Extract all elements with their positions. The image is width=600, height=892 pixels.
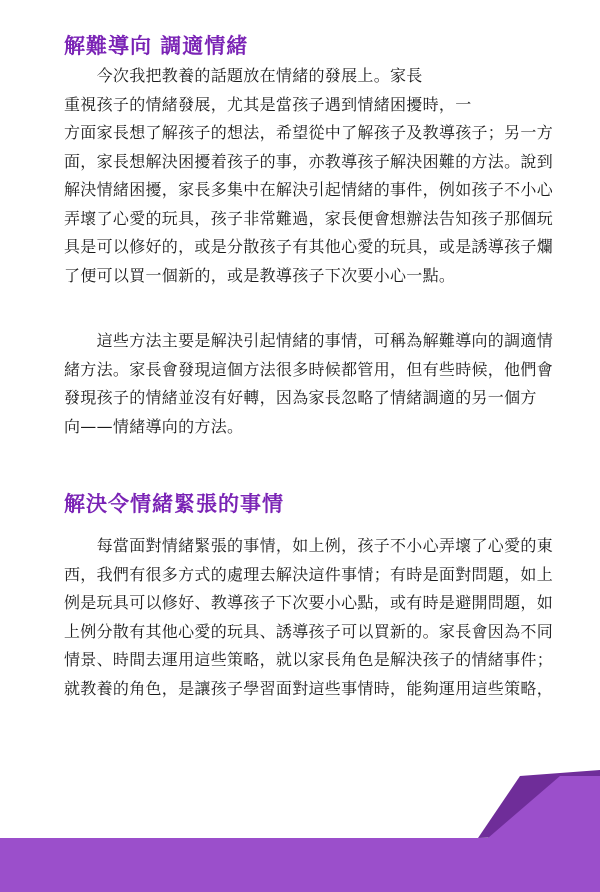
text-line: 這些方法主要是解決引起情緒的事情，可稱為解難導向的調適情 [64,331,554,350]
section-heading-1: 解難導向 調適情緒 [64,34,249,58]
text-line: 西，我們有很多方式的處理去解決這件事情；有時是面對問題，如上 [64,564,554,584]
text-line: 面，家長想解決困擾着孩子的事，亦教導孩子解決困難的方法。說到 [64,151,554,171]
text-line: 重視孩子的情緒發展，尤其是當孩子遇到情緒困擾時，一 [64,94,472,114]
text-line: 例是玩具可以修好、教導孩子下次要小心點，或有時是避開問題，如 [64,593,554,612]
text-line: 緒方法。家長會發現這個方法很多時候都管用，但有些時候，他們會 [64,359,554,379]
paragraph-2 [64,327,584,441]
text-line: 發現孩子的情緒並沒有好轉，因為家長忽略了情緒調適的另一個方 [64,388,537,407]
paragraph-3 [64,532,584,703]
text-line: 情景、時間去運用這些策略，就以家長角色是解決孩子的情緒事件； [64,650,554,669]
text-line: 每當面對情緒緊張的事情，如上例，孩子不小心弄壞了心愛的東 [64,536,554,555]
section-heading-2: 解決令情緒緊張的事情 [64,492,284,516]
paragraph-1 [64,62,584,290]
text-line: 今次我把教養的話題放在情緒的發展上。家長 [64,66,423,85]
text-line: 弄壞了心愛的玩具，孩子非常難過，家長便會想辦法告知孩子那個玩 [64,208,554,228]
text-line: 了便可以買一個新的，或是教導孩子下次要小心一點。 [64,265,456,285]
footer-decoration [0,760,600,892]
text-line: 解決情緒困擾，家長多集中在解決引起情緒的事件，例如孩子不小心 [64,180,554,199]
text-line: 向——情緒導向的方法。 [64,416,244,436]
text-line: 就教養的角色，是讓孩子學習面對這些事情時，能夠運用這些策略， [64,678,554,698]
text-line: 方面家長想了解孩子的想法，希望從中了解孩子及教導孩子；另一方 [64,123,554,142]
text-line: 上例分散有其他心愛的玩具、誘導孩子可以買新的。家長會因為不同 [64,621,554,641]
text-line: 具是可以修好的，或是分散孩子有其他心愛的玩具，或是誘導孩子爛 [64,237,554,256]
